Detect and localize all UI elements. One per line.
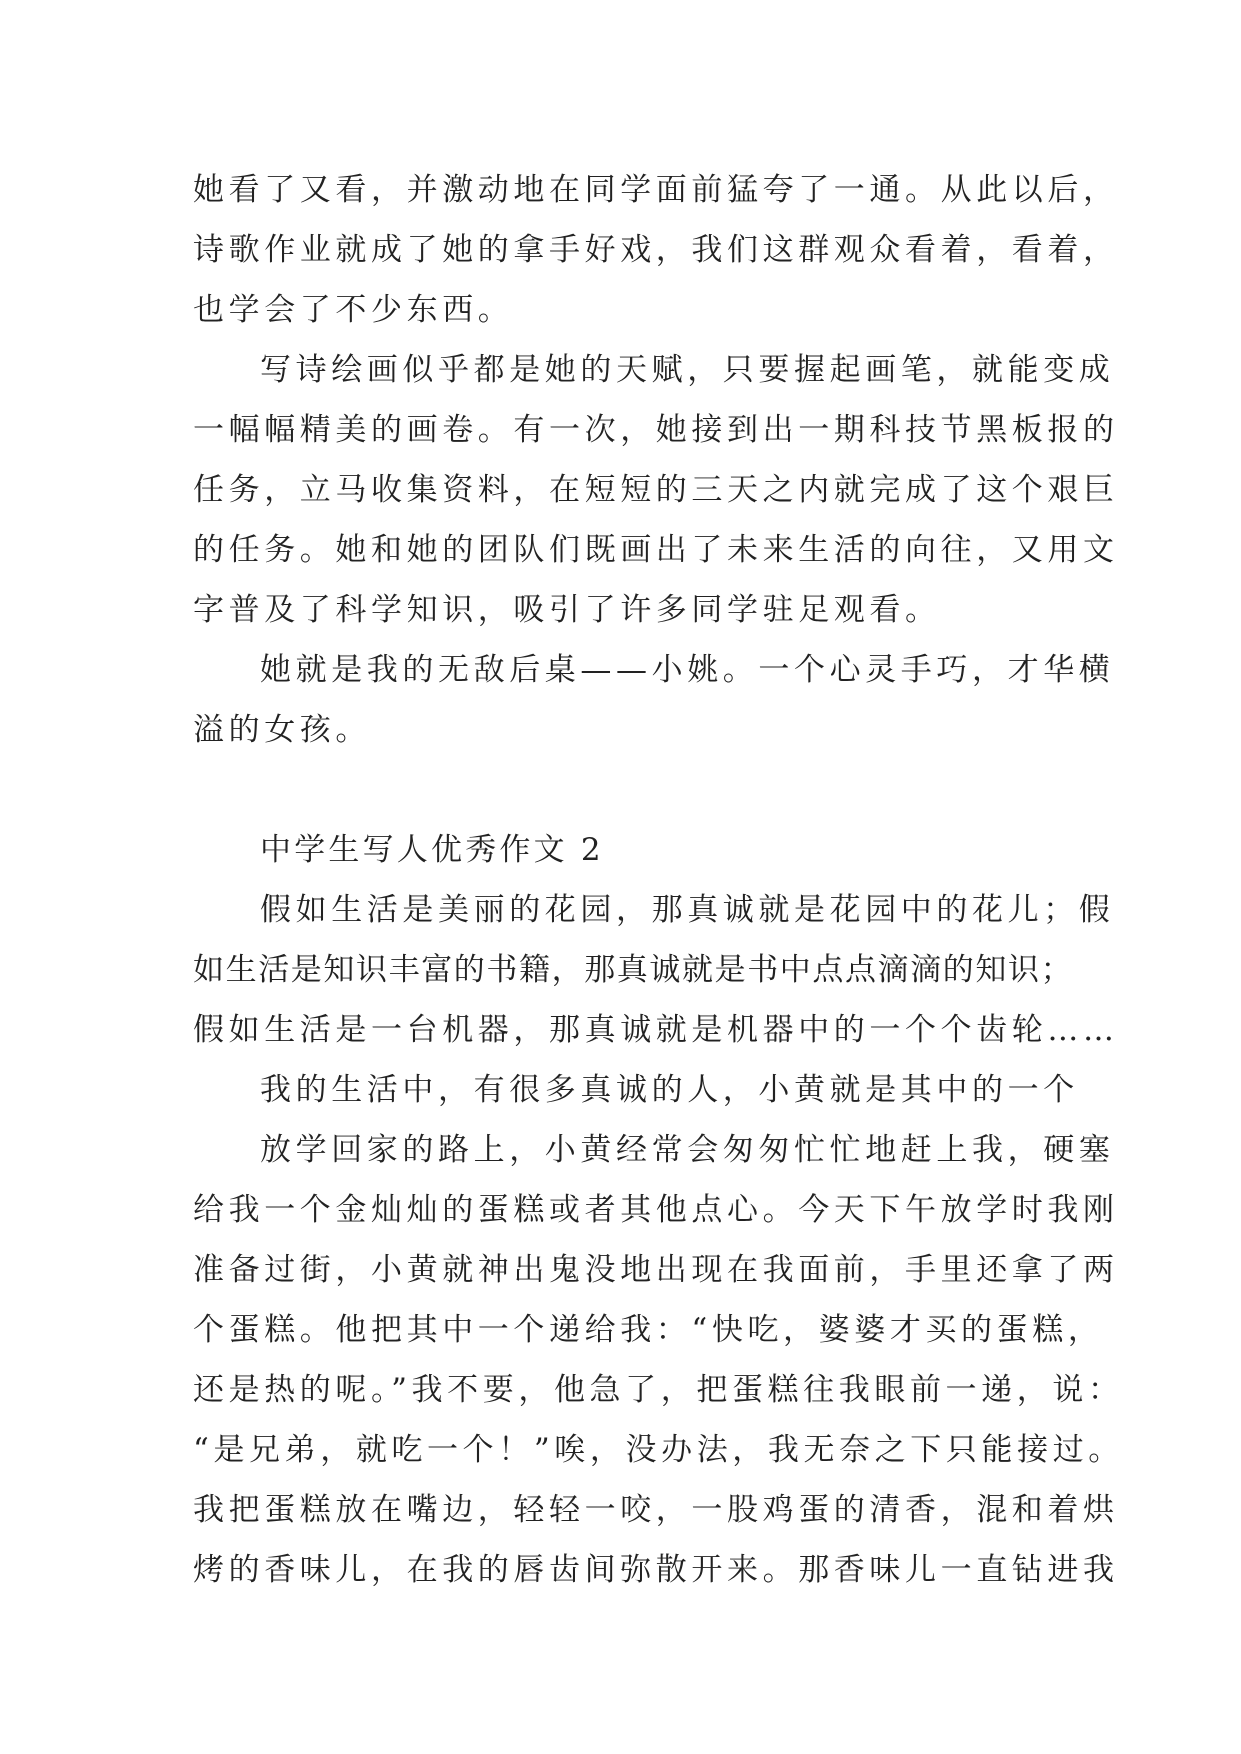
text-line: 准备过街，小黄就神出鬼没地出现在我面前，手里还拿了两 [193, 1252, 1119, 1288]
text-line: 字普及了科学知识，吸引了许多同学驻足观看。 [193, 592, 941, 628]
text-line: 个蛋糕。他把其中一个递给我：“快吃，婆婆才买的蛋糕， [193, 1312, 1104, 1348]
text-line: 我的生活中，有很多真诚的人，小黄就是其中的一个 [260, 1072, 1079, 1108]
text-line: 假如生活是一台机器，那真诚就是机器中的一个个齿轮…… [193, 1012, 1119, 1048]
section-title: 中学生写人优秀作文 2 [260, 832, 604, 868]
paragraph [193, 640, 1115, 760]
text-line: 任务，立马收集资料，在短短的三天之内就完成了这个艰巨 [193, 472, 1119, 508]
text-line: 一幅幅精美的画卷。有一次，她接到出一期科技节黑板报的 [193, 412, 1119, 448]
document-body [193, 160, 1124, 1600]
text-line: 假如生活是美丽的花园，那真诚就是花园中的花儿；假 [260, 892, 1115, 928]
text-line: 溢的女孩。 [193, 712, 371, 748]
text-line: 写诗绘画似乎都是她的天赋，只要握起画笔，就能变成 [260, 352, 1115, 388]
text-line: 的任务。她和她的团队们既画出了未来生活的向往，又用文 [193, 532, 1119, 568]
section-spacer [193, 760, 1083, 820]
text-line: 她就是我的无敌后桌——小姚。一个心灵手巧，才华横 [260, 652, 1115, 688]
text-line: 也学会了不少东西。 [193, 292, 514, 328]
text-line: “是兄弟，就吃一个！”唉，没办法，我无奈之下只能接过。 [193, 1432, 1124, 1468]
paragraph [193, 1060, 1083, 1120]
text-line: 我把蛋糕放在嘴边，轻轻一咬，一股鸡蛋的清香，混和着烘 [193, 1492, 1119, 1528]
text-line: 烤的香味儿，在我的唇齿间弥散开来。那香味儿一直钻进我 [193, 1552, 1119, 1588]
text-line: 她看了又看，并激动地在同学面前猛夸了一通。从此以后， [193, 172, 1119, 208]
paragraph [193, 1120, 1124, 1600]
paragraph [193, 340, 1119, 640]
text-line: 放学回家的路上，小黄经常会匆匆忙忙地赶上我，硬塞 [260, 1132, 1115, 1168]
paragraph [193, 160, 1119, 340]
text-line: 诗歌作业就成了她的拿手好戏，我们这群观众看着，看着， [193, 232, 1119, 268]
text-line: 还是热的呢。”我不要，他急了，把蛋糕往我眼前一递，说： [193, 1372, 1124, 1408]
text-line: 给我一个金灿灿的蛋糕或者其他点心。今天下午放学时我刚 [193, 1192, 1119, 1228]
text-line: 如生活是知识丰富的书籍，那真诚就是书中点点滴滴的知识； [193, 952, 1074, 988]
paragraph [193, 880, 1119, 1060]
